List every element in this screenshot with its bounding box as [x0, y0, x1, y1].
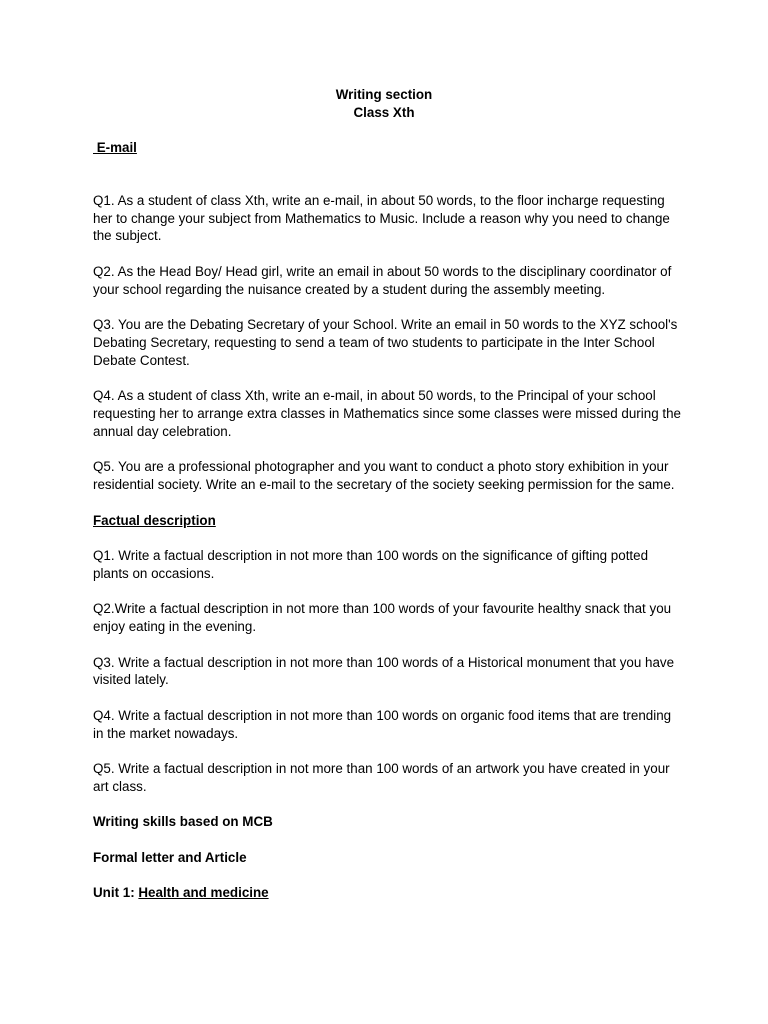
- factual-question-4: Q4. Write a factual description in not more than 100 words on organic food items that are trending in the market nowadays.: [93, 707, 672, 741]
- email-section-heading: E-mail: [93, 140, 137, 155]
- document-content: [93, 139, 683, 902]
- factual-question-5: Q5. Write a factual description in not more than 100 words of an artwork you have created in your art class.: [93, 761, 670, 794]
- spacer: [93, 245, 683, 263]
- email-question-2: Q2. As the Head Boy/ Head girl, write an email in about 50 words to the disciplinary coordinator of your school regarding the nuisance created by a student during the assembly meeting.: [93, 263, 672, 297]
- spacer: [93, 636, 683, 654]
- unit-prefix: Unit 1:: [93, 885, 139, 901]
- document-title-block: [0, 86, 768, 121]
- formal-letter-heading: Formal letter and Article: [93, 849, 247, 865]
- spacer: [93, 583, 683, 601]
- factual-question-1: Q1. Write a factual description in not more than 100 words on the significance of gifting potted plants on occasions.: [93, 548, 649, 581]
- spacer: [93, 529, 683, 547]
- factual-question-3: Q3. Write a factual description in not more than 100 words of a Historical monument that you have visited lately.: [93, 654, 675, 688]
- spacer: [93, 796, 683, 814]
- spacer: [93, 157, 683, 192]
- unit-heading: [93, 884, 683, 902]
- writing-skills-heading: Writing skills based on MCB: [93, 814, 273, 830]
- document-title: Writing section: [335, 87, 433, 102]
- factual-question-2: Q2.Write a factual description in not more than 100 words of your favourite healthy snack that you enjoy eating in the evening.: [93, 601, 672, 635]
- spacer: [93, 743, 683, 761]
- email-question-4: Q4. As a student of class Xth, write an e-mail, in about 50 words, to the Principal of your school requesting her to arrange extra classes in Mathematics since some classes were missed during the annual day celebration.: [93, 388, 681, 439]
- unit-topic: Health and medicine: [138, 885, 269, 901]
- spacer: [93, 298, 683, 316]
- spacer: [93, 689, 683, 707]
- document-subtitle: Class Xth: [353, 104, 415, 120]
- email-question-5: Q5. You are a professional photographer and you want to conduct a photo story exhibition in your residential society. Write an e-mail to the secretary of the society seeking permission for the same.: [93, 459, 675, 493]
- spacer: [93, 494, 683, 512]
- email-question-1: Q1. As a student of class Xth, write an e-mail, in about 50 words, to the floor incharge requesting her to change your subject from Mathematics to Music. Include a reason why you need to change the subject.: [93, 192, 670, 244]
- spacer: [93, 831, 683, 849]
- spacer: [93, 867, 683, 885]
- spacer: [93, 370, 683, 388]
- email-question-3: Q3. You are the Debating Secretary of your School. Write an email in 50 words to the XYZ school's Debating Secretary, requesting to send a team of two students to participate in the Inter School Debate Contest.: [93, 317, 678, 368]
- factual-section-heading: Factual description: [93, 512, 216, 528]
- spacer: [93, 441, 683, 459]
